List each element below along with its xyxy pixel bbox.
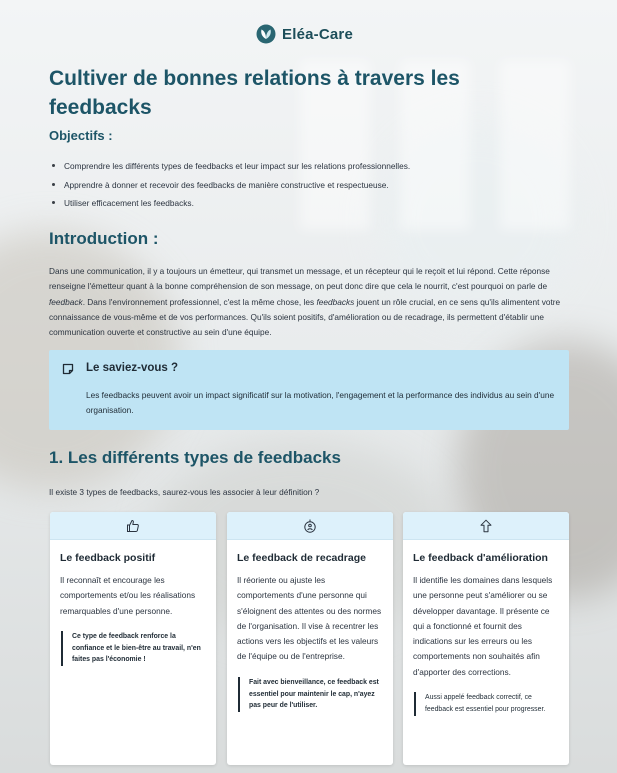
thumbs-up-icon <box>126 519 140 533</box>
section-1-intro: Il existe 3 types de feedbacks, saurez-vous les associer à leur définition ? <box>49 487 320 497</box>
intro-emphasis: feedback <box>49 296 83 307</box>
page-title: Cultiver de bonnes relations à travers les feedbacks <box>49 67 460 119</box>
feedback-card-positive <box>50 512 216 765</box>
objective-item: Utiliser efficacement les feedbacks. <box>49 197 569 209</box>
card-note: Fait avec bienveillance, ce feedback est essentiel pour maintenir le cap, n'ayez pas peur de l'utiliser. <box>238 677 383 712</box>
card-header <box>403 512 569 540</box>
intro-text-part: jouent un rôle crucial, en ce sens qu'ils alimentent votre connaissance de vous-même et de vos performances. Qu'ils soient positifs, d'amélioration ou de recadrage, ils permettent d'établir une communication ouverte et constructive au sein d'une équipe. <box>49 296 561 338</box>
callout-text: Les feedbacks peuvent avoir un impact significatif sur la motivation, l'engagement et la performance des individus au sein d'une organisation. <box>86 390 555 415</box>
leaf-logo-icon <box>256 24 276 44</box>
target-person-icon <box>303 519 317 533</box>
objectives-heading: Objectifs : <box>49 128 113 143</box>
objective-item: Apprendre à donner et recevoir des feedbacks de manière constructive et respectueuse. <box>49 179 569 191</box>
introduction-heading: Introduction : <box>49 229 159 248</box>
intro-text-part: . Dans l'environnement professionnel, c'est la même chose, les <box>82 296 317 307</box>
card-header <box>50 512 216 540</box>
card-note: Ce type de feedback renforce la confiance et le bien-être au travail, n'en faites pas l'économie ! <box>61 631 206 666</box>
card-title: Le feedback d'amélioration <box>413 552 548 564</box>
card-body: Il identifie les domaines dans lesquels une personne peut s'améliorer ou se développer davantage. Il présente ce qui a fonctionné et fournit des indications sur les erreurs ou les comportements non souhaités afin d'apporter des corrections. <box>413 575 553 677</box>
card-title: Le feedback positif <box>60 552 156 564</box>
intro-emphasis: feedbacks <box>316 296 355 307</box>
card-body: Il reconnaît et encourage les comportements et/ou les réalisations remarquables d'une personne. <box>60 575 196 616</box>
card-body: Il réoriente ou ajuste les comportements d'une personne qui s'éloignent des attentes ou des normes de l'organisation. Il vise à recentrer les actions vers les objectifs et les valeurs de l'équipe ou de l'entreprise. <box>237 575 382 662</box>
section-1-heading: 1. Les différents types de feedbacks <box>49 448 341 467</box>
note-icon <box>62 363 74 375</box>
brand-name: Eléa-Care <box>282 25 354 43</box>
arrow-up-icon <box>479 519 493 533</box>
card-header <box>227 512 393 540</box>
objective-item: Comprendre les différents types de feedbacks et leur impact sur les relations professionnelles. <box>49 160 569 172</box>
card-title: Le feedback de recadrage <box>237 552 366 564</box>
did-you-know-callout <box>49 350 569 430</box>
intro-text-part: Dans une communication, il y a toujours un émetteur, qui transmet un message, et un récepteur qui le reçoit et lui répond. Cette réponse renseigne l'émetteur quant à la bonne compréhension de son message, on peut donc dire que cela le nourrit, c'est pourquoi on parle de <box>49 266 550 292</box>
card-note: Aussi appelé feedback correctif, ce feedback est essentiel pour progresser. <box>414 692 559 716</box>
feedback-card-improvement <box>403 512 569 765</box>
callout-heading: Le saviez-vous ? <box>86 362 179 374</box>
brand-logo <box>256 24 353 44</box>
objectives-list <box>49 160 569 216</box>
introduction-paragraph <box>49 264 574 340</box>
feedback-card-reframing <box>227 512 393 765</box>
